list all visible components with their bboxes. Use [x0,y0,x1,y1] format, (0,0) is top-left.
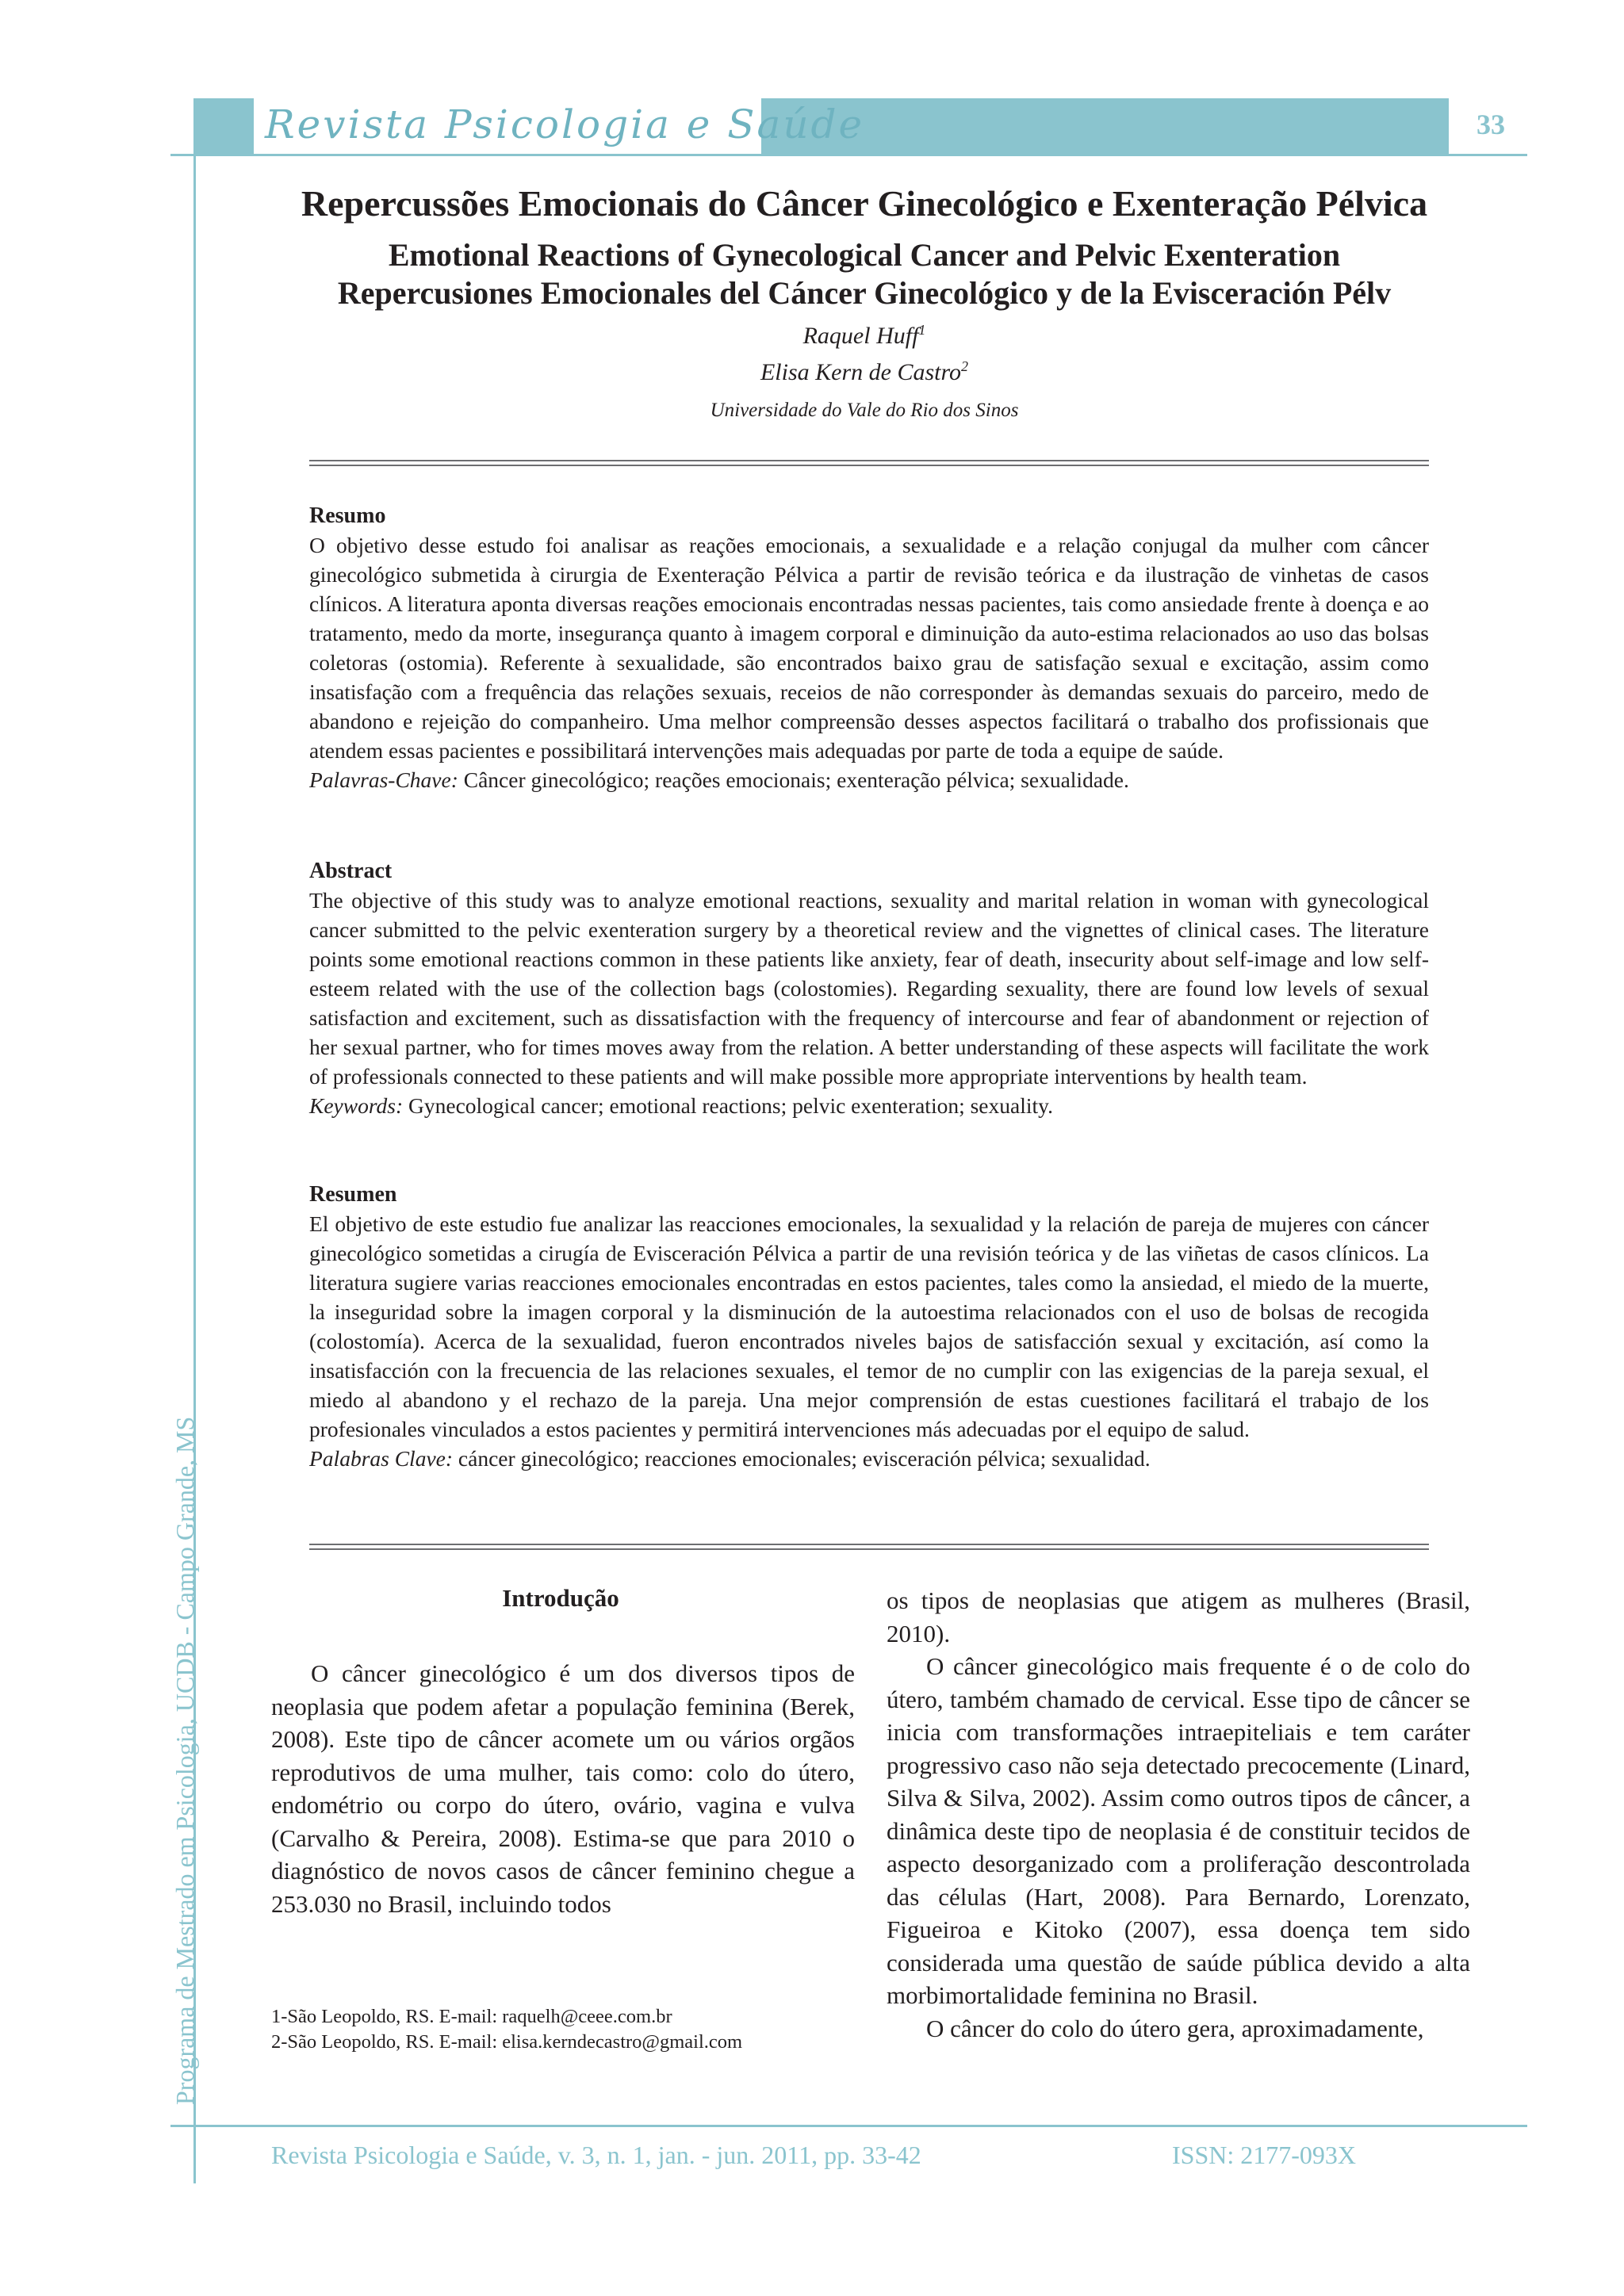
abstract-section [309,856,1429,1120]
title-portuguese: Repercussões Emocionais do Câncer Ginecológico e Exenteração Pélvica [301,183,1428,224]
footer-issn: ISSN: 2177-093X [1172,2141,1357,2169]
journal-title: Revista Psicologia e Saúde [265,101,865,147]
footnote-1: 1-São Leopoldo, RS. E-mail: raquelh@ceee.com.br [271,2006,672,2027]
page-number: 33 [1477,109,1505,140]
resumo-keywords: Palavras-Chave: Câncer ginecológico; reações emocionais; exenteração pélvica; sexualidade. [309,767,1129,792]
footer-rule [170,2125,1527,2127]
left-paragraph: O câncer ginecológico é um dos diversos tipos de neoplasia que podem afetar a população feminina (Berek, 2008). Este tipo de câncer acomete um ou vários orgãos reprodutivos de uma mulher, tais como: colo do útero, endométrio ou corpo do útero, ovário, vagina e vulva (Carvalho & Pereira, 2008). Estima-se que para 2010 o diagnóstico de novos casos de câncer feminino chegue a 253.030 no Brasil, incluindo todos [271,1659,855,1918]
right-paragraph-1: O câncer ginecológico mais frequente é o de colo do útero, também chamado de cervical. Esse tipo de câncer se inicia com transformações intraepiteliais e tem caráter progressivo caso não seja detectado precocemente (Linard, Silva & Silva, 2002). Assim como outros tipos de câncer, a dinâmica deste tipo de neoplasia é de constituir tecidos de aspecto desorganizado com a proliferação descontrolada das células (Hart, 2008). Para Bernardo, Lorenzato, Figueiroa e Kitoko (2007), essa doença tem sido considerada uma questão de saúde pública devido a alta morbimortalidade feminina no Brasil. [887,1652,1470,2009]
resumen-section [309,1180,1429,1473]
resumo-section [309,501,1429,794]
right-column [887,1584,1470,2045]
title-spanish: Repercusiones Emocionales del Cáncer Ginecológico y de la Evisceración Pélv [337,275,1392,311]
resumo-text: O objetivo desse estudo foi analisar as reações emocionais, a sexualidade e a relação conjugal da mulher com câncer ginecológico submetida à cirurgia de Exenteração Pélvica a partir de revisão teórica e da ilustração de vinhetas de casos clínicos. A literatura aponta diversas reações emocionais encontradas nessas pacientes, tais como ansiedade frente à doença e ao tratamento, medo da morte, insegurança quanto à imagem corporal e diminuição da auto-estima relacionados ao uso das bolsas coletoras (ostomia). Referente à sexualidade, são encontrados baixo grau de satisfação sexual e excitação, assim como insatisfação com a frequência das relações sexuais, receios de não corresponder às demandas sexuais do parceiro, medo de abandono e rejeição do companheiro. Uma melhor compreensão desses aspectos facilitará o trabalho dos profissionais que atendem essas pacientes e possibilitará intervenções mais adequadas por parte de toda a equipe de saúde. [309,533,1429,763]
right-paragraph-2: O câncer do colo do útero gera, aproximadamente, [926,2014,1424,2042]
abstract-text: The objective of this study was to analyze emotional reactions, sexuality and marital relation in woman with gynecological cancer submitted to the pelvic exenteration surgery by a theoretical review and the vignettes of clinical cases. The literature points some emotional reactions common in these patients like anxiety, fear of death, insecurity about self-image and low self-esteem related with the use of the collection bags (colostomies). Regarding sexuality, there are found low levels of sexual satisfaction and excitement, such as dissatisfaction with the frequency of intercourse and fear of abandonment or rejection of her sexual partner, who for times moves away from the relation. A better understanding of these aspects will facilitate the work of professionals connected to these patients and will make possible more appropriate interventions by health team. [309,888,1429,1089]
title-english: Emotional Reactions of Gynecological Cancer and Pelvic Exenteration [388,237,1341,273]
footer-citation: Revista Psicologia e Saúde, v. 3, n. 1, jan. - jun. 2011, pp. 33-42 [271,2141,921,2169]
resumen-text: El objetivo de este estudio fue analizar las reacciones emocionales, la sexualidad y la relación de pareja de mujeres con cáncer ginecológico sometidas a cirugía de Evisceración Pélvica a partir de una revisión teórica y de las viñetas de casos clínicos. La literatura sugiere varias reacciones emocionales encontradas en estos pacientes, tales como la ansiedad, el miedo de la muerte, la inseguridad sobre la imagen corporal y la disminución de la autoestima relacionados con el uso de bolsas de recogida (colostomía). Acerca de la sexualidad, fueron encontrados niveles bajos de satisfacción sexual y excitación, así como la insatisfacción con la frecuencia de las relaciones sexuales, el temor de no cumplir con las exigencias de la pareja sexual, el miedo al abandono y el rechazo de la pareja. Una mejor comprensión de estas cuestiones facilitará el trabajo de los profesionales vinculados a estos pacientes y permitirá intervenciones más adecuadas por el equipo de salud. [309,1211,1429,1441]
resumo-heading: Resumo [309,503,386,528]
abstract-heading: Abstract [309,859,393,883]
resumen-heading: Resumen [309,1182,397,1207]
left-column [271,1657,855,1920]
affiliation: Universidade do Vale do Rio dos Sinos [710,400,1019,421]
author-2: Elisa Kern de Castro$^2$ [760,358,969,385]
divider-bottom [309,1544,1429,1550]
divider-top [309,460,1429,466]
abstract-keywords: Keywords: Gynecological cancer; emotional reactions; pelvic exenteration; sexuality. [309,1093,1053,1118]
right-continuation: os tipos de neoplasias que atigem as mulheres (Brasil, 2010). [887,1586,1470,1647]
header-rule [170,154,1527,156]
intro-heading: Introdução [502,1584,619,1612]
resumen-keywords: Palabras Clave: cáncer ginecológico; reacciones emocionales; evisceración pélvica; sexualidad. [309,1446,1151,1471]
footnote-2: 2-São Leopoldo, RS. E-mail: elisa.kerndecastro@gmail.com [271,2031,743,2053]
sidebar-program-text: Programa de Mestrado em Psicologia, UCDB - Campo Grande, MS [170,1416,199,2105]
author-1: Raquel Huff$^1$ [802,322,926,349]
